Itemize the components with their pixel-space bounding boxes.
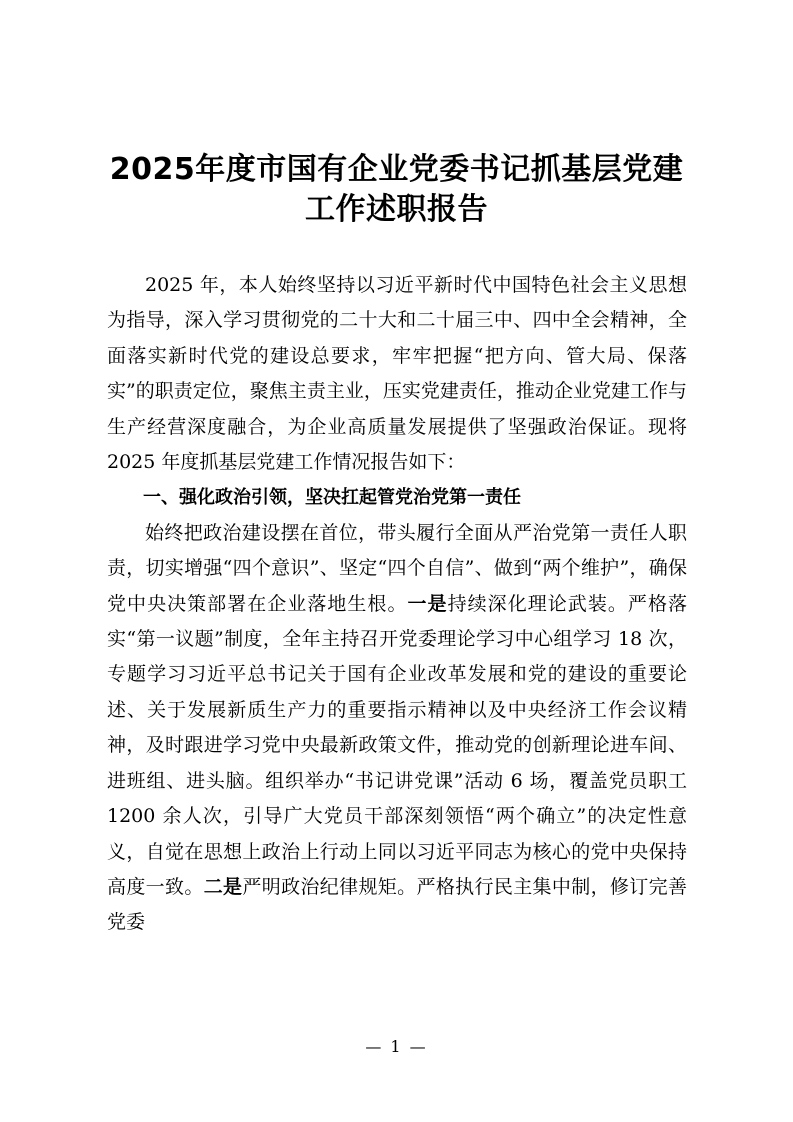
document-title-line-2: 工作述职报告: [305, 192, 488, 227]
point-2-label: 二是: [203, 875, 243, 898]
point-1-title: 持续深化理论武装。: [447, 592, 628, 615]
section-1-paragraph: [107, 516, 687, 941]
intro-paragraph: 2025 年，本人始终坚持以习近平新时代中国特色社会主义思想为指导，深入学习贯彻党的二十大和二十届三中、四中全会精神，全面落实新时代党的建设总要求，牢牢把握“把方向、管大局、保落实”的职责定位，聚焦主责主业，压实党建责任，推动企业党建工作与生产经营深度融合，为企业高质量发展提供了坚强政治保证。现将 2025 年度抓基层党建工作情况报告如下：: [107, 274, 687, 474]
section-1-text-c: 严明政治纪律规矩。严格执行民主集中制，修订完善党委: [107, 875, 687, 934]
document-body: [107, 268, 687, 941]
point-1-label: 一是: [407, 592, 448, 615]
section-1-text-a: 始终把政治建设摆在首位，带头履行全面从严治党第一责任人职责，切实增强“四个意识”、坚定“四个自信”、做到“两个维护”，确保党中央决策部署在企业落地生根。: [107, 521, 687, 615]
document-title-line-1: 2025年度市国有企业党委书记抓基层党建: [109, 152, 684, 187]
section-1-text-b: 严格落实“第一议题”制度，全年主持召开党委理论学习中心组学习 18 次，专题学习习近平总书记关于国有企业改革发展和党的建设的重要论述、关于发展新质生产力的重要指示精神以及中央经济工作会议精神，及时跟进学习党中央最新政策文件，推动党的创新理论进车间、进班组、进头脑。组织举办“书记讲党课”活动 6 场，覆盖党员职工 1200 余人次，引导广大党员干部深刻领悟“两个确立”的决定性意义，自觉在思想上政治上行动上同以习近平同志为核心的党中央保持高度一致。: [107, 592, 687, 898]
page-number: — 1 —: [365, 1037, 428, 1056]
section-1-heading: 一、强化政治引领，坚决扛起管党治党第一责任: [143, 487, 521, 509]
